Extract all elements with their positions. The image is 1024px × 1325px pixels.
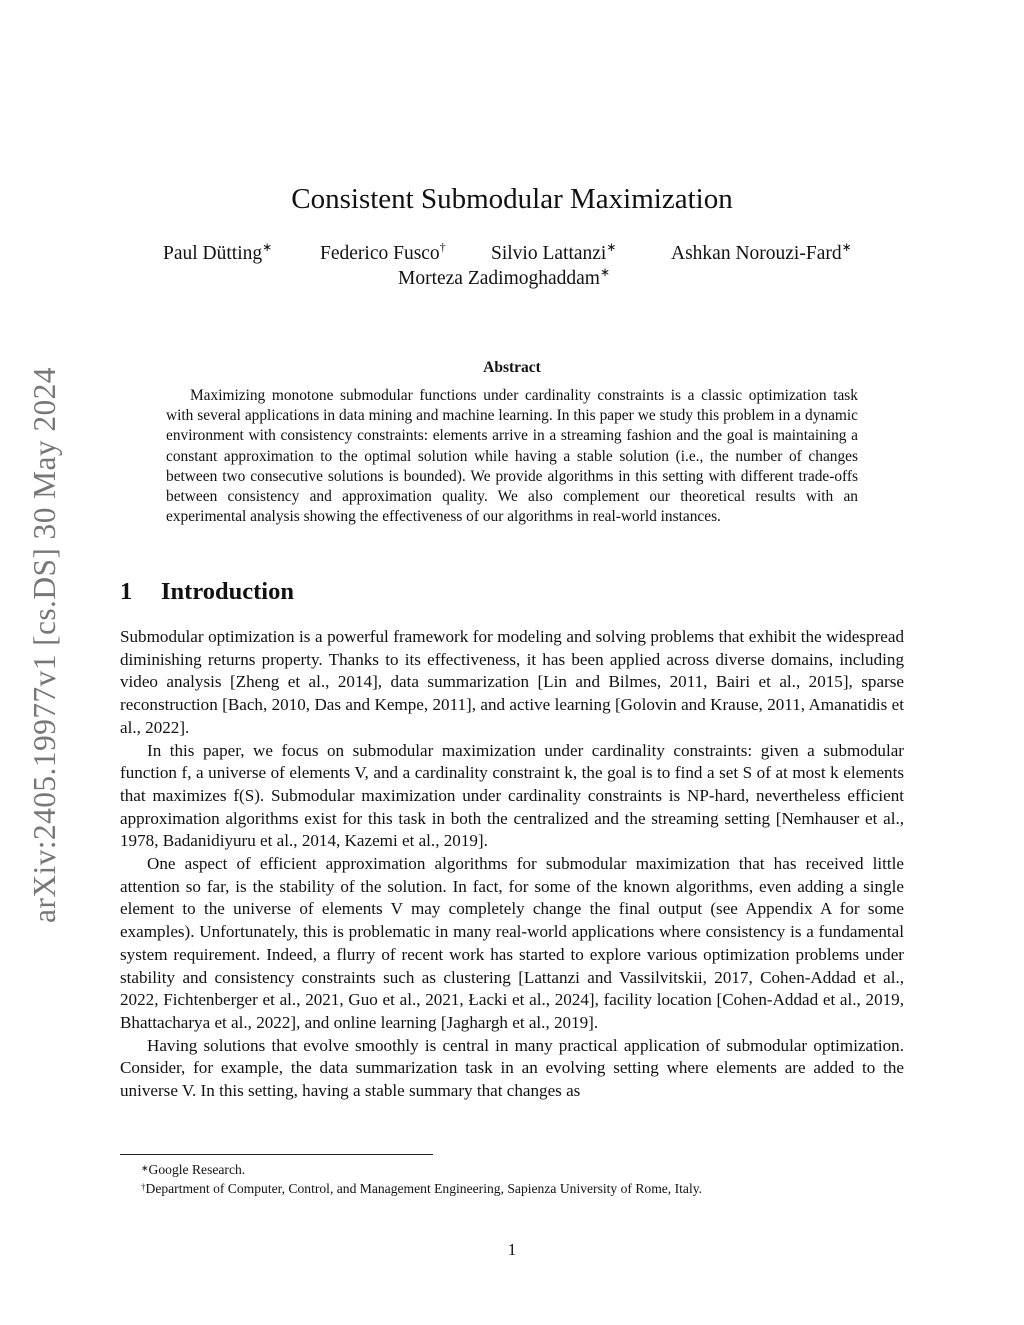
affiliation-mark: ∗: [599, 265, 611, 279]
abstract-heading: Abstract: [483, 359, 541, 376]
author-name: Morteza Zadimoghaddam: [398, 268, 600, 289]
footnote-text: Google Research.: [148, 1162, 246, 1177]
section-title: Introduction: [161, 578, 294, 605]
section-number: 1: [120, 578, 133, 605]
author-zadimoghaddam: [398, 265, 611, 290]
footnote-divider: [120, 1154, 433, 1155]
arxiv-identifier-stamp: arXiv:2405.19977v1 [cs.DS] 30 May 2024: [27, 367, 62, 923]
introduction-body: [120, 626, 904, 1103]
author-lattanzi: [491, 240, 617, 265]
section-heading-introduction: [120, 578, 294, 606]
abstract-text: Maximizing monotone submodular functions under cardinality constraints is a classic optimization task with several applications in data mining and machine learning. In this paper we study this problem in a dynamic environment with consistency constraints: elements arrive in a streaming fashion and the goal is maintaining a constant approximation to the optimal solution while having a stable solution (i.e., the number of changes between two consecutive solutions is bounded). We provide algorithms in this setting with different trade-offs between consistency and approximation quality. We also complement our theoretical results with an experimental analysis showing the effectiveness of our algorithms in real-world instances.: [166, 387, 858, 526]
footnote-mark: †: [141, 1182, 146, 1192]
affiliation-mark: ∗: [262, 240, 273, 254]
footnote-mark: ∗: [141, 1163, 149, 1173]
affiliation-mark: †: [439, 240, 446, 254]
author-name: Paul Dütting: [163, 243, 263, 264]
author-name: Ashkan Norouzi-Fard: [671, 243, 842, 264]
paper-title: Consistent Submodular Maximization: [291, 183, 733, 215]
author-list: [0, 240, 1024, 289]
author-name: Federico Fusco: [320, 243, 440, 264]
author-dutting: [163, 240, 273, 265]
footnote-google: [120, 1160, 920, 1179]
affiliation-mark: ∗: [606, 240, 617, 254]
paragraph: One aspect of efficient approximation algorithms for submodular maximization that has received little attention so far, is the stability of the solution. In fact, for some of the known algorithms, even adding a single element to the universe of elements V may completely change the final output (see Appendix A for some examples). Unfortunately, this is problematic in many real-world applications where consistency is a fundamental system requirement. Indeed, a flurry of recent work has started to explore various optimization problems under stability and consistency constraints such as clustering [Lattanzi and Vassilvitskii, 2017, Cohen-Addad et al., 2022, Fichtenberger et al., 2021, Guo et al., 2021, Łacki et al., 2024], facility location [Cohen-Addad et al., 2019, Bhattacharya et al., 2022], and online learning [Jaghargh et al., 2019].: [120, 854, 904, 1032]
author-name: Silvio Lattanzi: [491, 243, 607, 264]
paragraph: In this paper, we focus on submodular maximization under cardinality constraints: given a submodular function f, a universe of elements V, and a cardinality constraint k, the goal is to find a set S of at most k elements that maximizes f(S). Submodular maximization under cardinality constraints is NP-hard, nevertheless efficient approximation algorithms exist for this task in both the centralized and the streaming setting [Nemhauser et al., 1978, Badanidiyuru et al., 2014, Kazemi et al., 2019].: [120, 740, 904, 851]
paragraph: Having solutions that evolve smoothly is central in many practical application of submodular optimization. Consider, for example, the data summarization task in an evolving setting where elements are added to the universe V. In this setting, having a stable summary that changes as: [120, 1035, 904, 1101]
footnote-sapienza: [120, 1179, 920, 1198]
affiliation-mark: ∗: [841, 240, 852, 254]
footnotes: [120, 1160, 920, 1198]
page-number: 1: [507, 1240, 517, 1259]
author-norouzi-fard: [671, 240, 852, 265]
author-fusco: [320, 240, 446, 265]
paragraph: Submodular optimization is a powerful framework for modeling and solving problems that exhibit the widespread diminishing returns property. Thanks to its effectiveness, it has been applied across diverse domains, including video analysis [Zheng et al., 2014], data summarization [Lin and Bilmes, 2011, Bairi et al., 2015], sparse reconstruction [Bach, 2010, Das and Kempe, 2011], and active learning [Golovin and Krause, 2011, Amanatidis et al., 2022].: [120, 627, 904, 737]
footnote-text: Department of Computer, Control, and Management Engineering, Sapienza University of Rome, Italy.: [145, 1181, 703, 1196]
